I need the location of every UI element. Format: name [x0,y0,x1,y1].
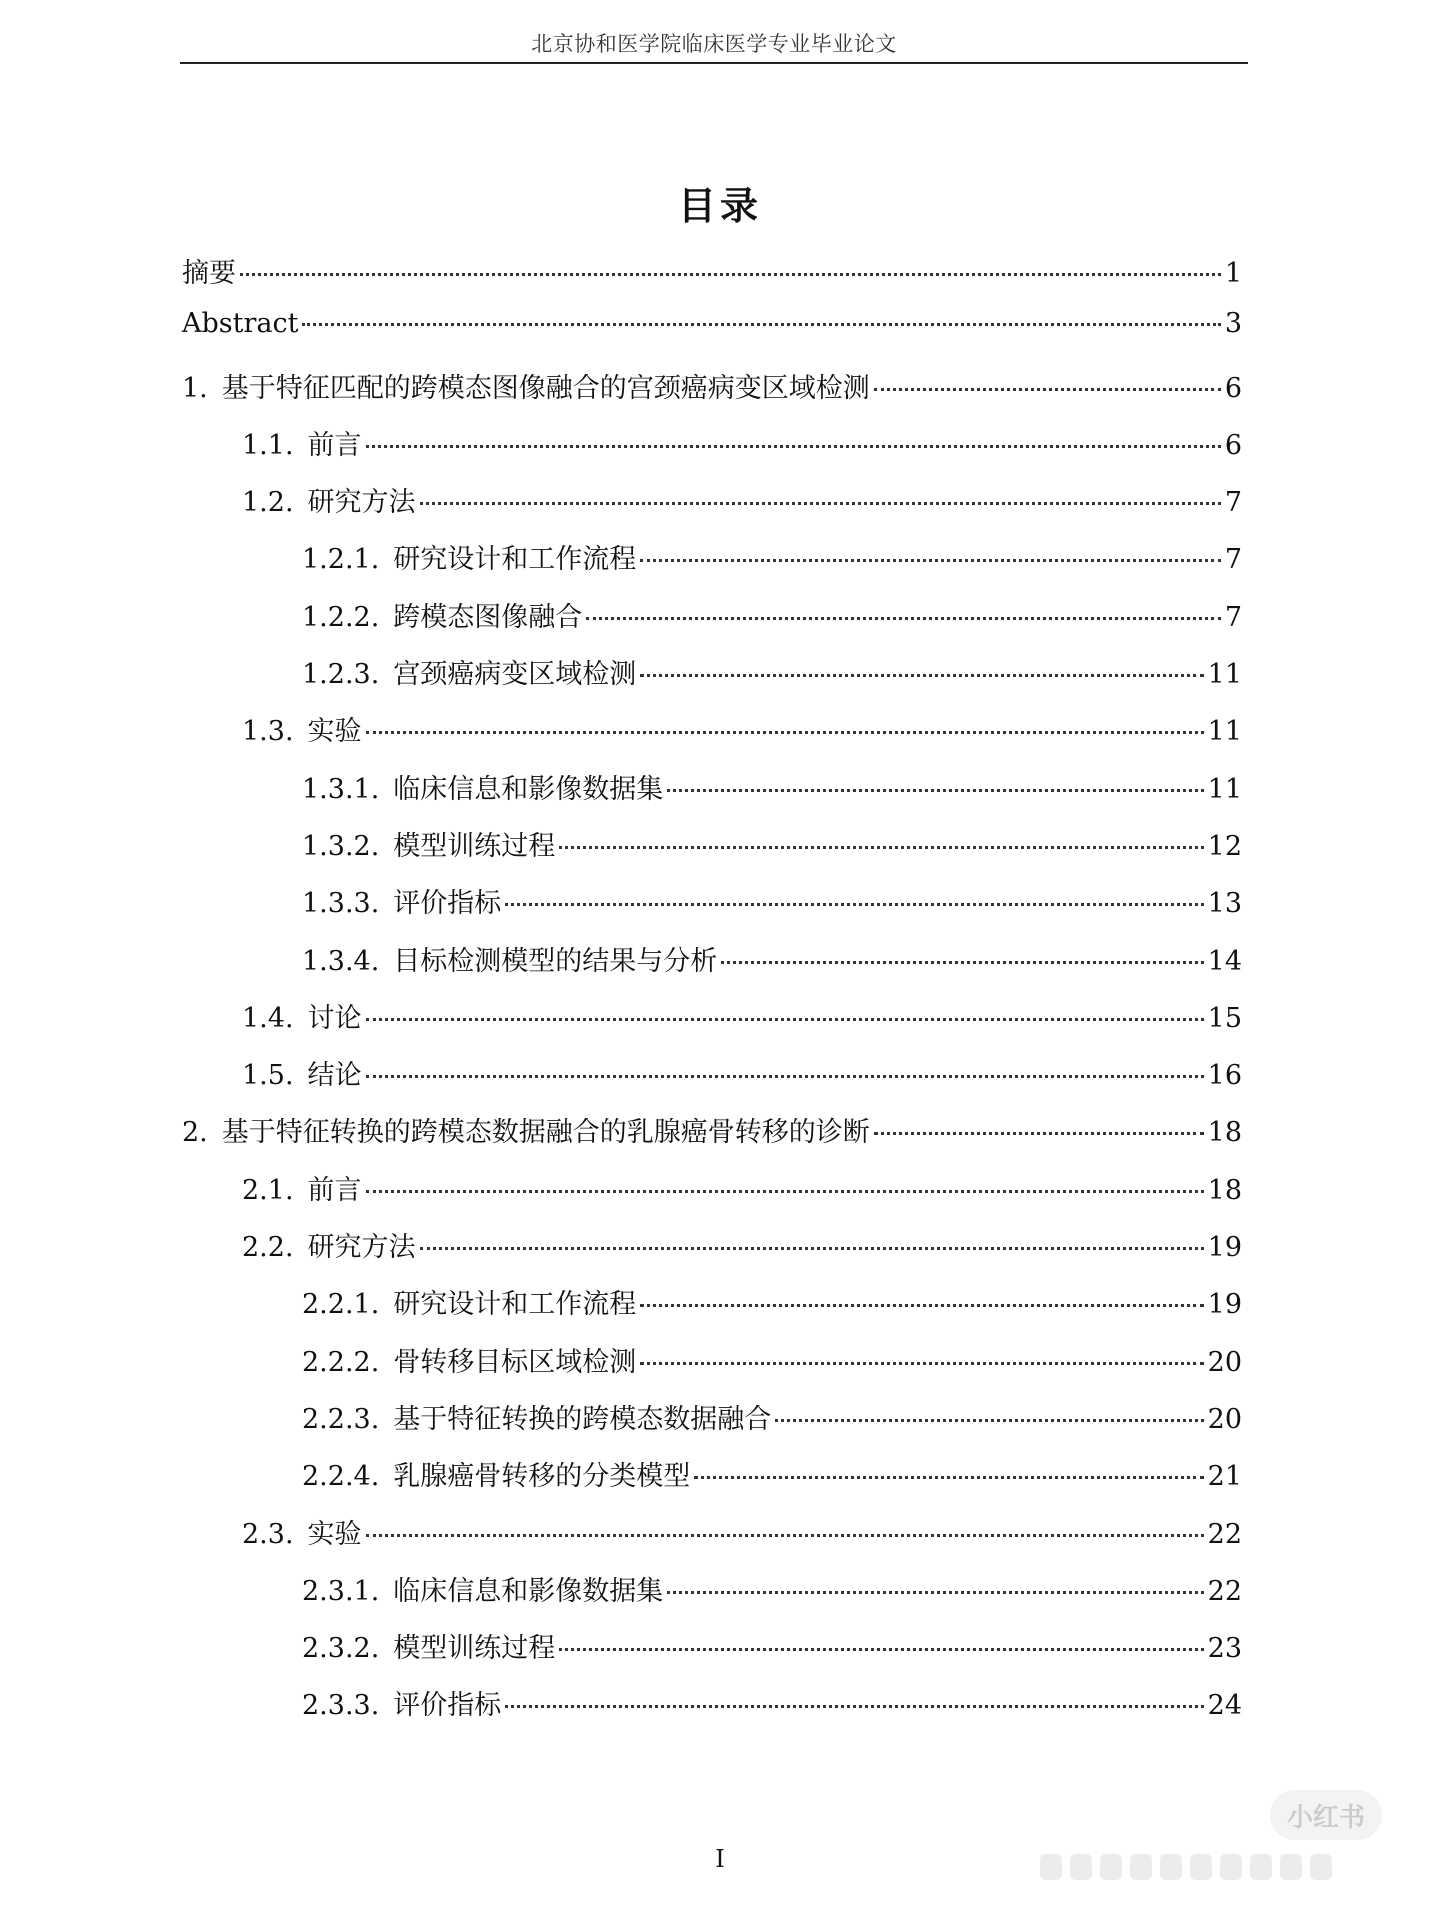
toc-entry-number: 1.3. [242,716,294,748]
toc-entry-number: 2.2.2. [302,1346,380,1378]
page-number: I [715,1845,725,1873]
toc-entry-page: 20 [1207,1346,1242,1378]
toc-entry-page: 7 [1224,487,1242,519]
toc-entry-number: 1.2. [242,487,294,519]
toc-entry-title: 实验 [307,716,362,748]
watermark-logo-text: 小红书 [1286,1802,1365,1833]
toc-dot-leader [420,1247,1204,1250]
toc-entry-number: 2.3.1. [302,1575,380,1607]
toc-entry-page: 16 [1207,1060,1242,1092]
toc-dot-leader [559,846,1203,849]
toc-entry-page: 7 [1224,601,1242,633]
toc-dot-leader [366,1534,1204,1537]
toc-entry[interactable] [182,652,1242,709]
toc-dot-leader [559,1648,1203,1651]
toc-entry-number: 2.3.2. [302,1633,380,1665]
toc-entry-title: 宫颈癌病变区域检测 [393,659,637,691]
toc-dot-leader [505,903,1203,906]
toc-entry-page: 18 [1207,1117,1242,1149]
toc-dot-leader [586,617,1221,620]
toc-entry-page: 23 [1207,1633,1242,1665]
toc-dot-leader [721,961,1203,964]
toc-entry-number: 2.2.1. [302,1289,380,1321]
toc-entry[interactable] [182,423,1242,480]
toc-entry-number: 1.1. [242,429,294,461]
toc-entry[interactable] [182,480,1242,537]
toc-entry-page: 15 [1207,1002,1242,1034]
toc-entry-number: 1.4. [242,1002,294,1034]
toc-entry[interactable] [182,1168,1242,1225]
toc-entry[interactable] [182,1626,1242,1683]
toc-entry[interactable] [182,595,1242,652]
toc-entry-page: 20 [1207,1403,1242,1435]
toc-entry[interactable] [182,1512,1242,1569]
toc-entry-number: 2.2.3. [302,1403,380,1435]
toc-entry[interactable] [182,1053,1242,1110]
toc-entry[interactable] [182,1340,1242,1397]
toc-entry[interactable] [182,537,1242,594]
toc-entry[interactable] [182,366,1242,423]
toc-entry-number: 2.3. [242,1518,294,1550]
toc-entry-number: 1.3.2. [302,830,380,862]
toc-dot-leader [874,1132,1204,1135]
toc-dot-leader [640,1362,1203,1365]
header-rule [180,62,1248,64]
toc-entry-title: 前言 [307,429,362,461]
toc-entry-page: 6 [1224,429,1242,461]
toc-entry[interactable] [182,1397,1242,1454]
toc-entry-page: 1 [1224,258,1242,289]
toc-dot-leader [240,273,1221,276]
toc-entry-number: 2.1. [242,1174,294,1206]
toc-entry-title: 研究设计和工作流程 [393,544,637,576]
toc-dot-leader [366,1018,1204,1021]
toc-entry-page: 18 [1207,1174,1242,1206]
toc-entry-title: 摘要 [182,258,236,289]
toc-entry-page: 11 [1207,716,1242,748]
toc-entry-page: 3 [1224,308,1242,340]
toc-entry-number: 1.2.2. [302,601,380,633]
toc-dot-leader [366,445,1221,448]
toc-entry-title: 实验 [307,1518,362,1550]
toc-entry-number: 2.2.4. [302,1461,380,1493]
toc-dot-leader [667,1591,1203,1594]
toc-entry[interactable] [182,939,1242,996]
toc-entry-title: 模型训练过程 [393,830,556,862]
toc-entry[interactable] [182,709,1242,766]
toc-dot-leader [694,1476,1203,1479]
toc-entry-page: 21 [1207,1461,1242,1493]
toc-entry-title: 临床信息和影像数据集 [393,773,664,805]
toc-entry-page: 19 [1207,1289,1242,1321]
toc-dot-leader [667,789,1203,792]
toc-entry-number: 2.2. [242,1232,294,1264]
toc-entry-title: 研究设计和工作流程 [393,1289,637,1321]
toc-entry-page: 24 [1207,1690,1242,1722]
toc-entry-title: 结论 [307,1060,362,1092]
toc-entry-page: 6 [1224,372,1242,404]
toc-entry-title: 基于特征匹配的跨模态图像融合的宫颈癌病变区域检测 [221,372,870,404]
toc-entry-title: 研究方法 [307,487,416,519]
toc-entry[interactable] [182,824,1242,881]
toc-entry-title: 临床信息和影像数据集 [393,1575,664,1607]
toc-entry[interactable] [182,767,1242,824]
toc-entry-number: 1.3.4. [302,945,380,977]
toc-entry-number: 1.5. [242,1060,294,1092]
toc-dot-leader [640,559,1221,562]
toc-entry-title: 前言 [307,1174,362,1206]
toc-entry[interactable] [182,1683,1242,1740]
toc-entry-title: 研究方法 [307,1232,416,1264]
toc-entry-title: 骨转移目标区域检测 [393,1346,637,1378]
toc-dot-leader [366,1190,1204,1193]
toc-entry[interactable] [182,1454,1242,1511]
toc-entry-title: 乳腺癌骨转移的分类模型 [393,1461,691,1493]
toc-entry-number: 1. [182,372,208,404]
toc-dot-leader [775,1419,1203,1422]
toc-dot-leader [302,323,1220,326]
toc-dot-leader [366,1075,1204,1078]
toc-entry-page: 7 [1224,544,1242,576]
toc-dot-leader [640,674,1203,677]
toc-entry-title: 讨论 [307,1002,362,1034]
toc-entry[interactable] [182,1110,1242,1167]
watermark-username-blur [1040,1852,1400,1882]
toc-dot-leader [505,1705,1203,1708]
toc-entry-number: 1.2.3. [302,659,380,691]
toc-entry-page: 22 [1207,1575,1242,1607]
toc-entry-number: 1.3.1. [302,773,380,805]
toc-entry-page: 13 [1207,888,1242,920]
toc-entry-title: 基于特征转换的跨模态数据融合 [393,1403,772,1435]
toc-entry-title: 目标检测模型的结果与分析 [393,945,718,977]
toc-entry-page: 19 [1207,1232,1242,1264]
toc-entry-title: 模型训练过程 [393,1633,556,1665]
toc-entry[interactable] [182,1225,1242,1282]
toc-title: 目录 [677,183,762,228]
toc-entry[interactable] [182,996,1242,1053]
toc-entry-number: 1.2.1. [302,544,380,576]
toc-entry[interactable] [182,1569,1242,1626]
toc-entry-title: 评价指标 [393,888,502,920]
toc-entry-page: 12 [1207,830,1242,862]
table-of-contents [182,251,1242,1741]
toc-entry-title: Abstract [182,308,299,340]
xiaohongshu-watermark-logo [1270,1790,1382,1840]
toc-entry-number: 1.3.3. [302,888,380,920]
toc-entry-title: 基于特征转换的跨模态数据融合的乳腺癌骨转移的诊断 [221,1117,870,1149]
toc-entry-page: 11 [1207,773,1242,805]
toc-dot-leader [420,502,1221,505]
toc-dot-leader [366,731,1204,734]
running-header: 北京协和医学院临床医学专业毕业论文 [531,32,897,56]
toc-entry-number: 2.3.3. [302,1690,380,1722]
toc-entry-page: 11 [1207,659,1242,691]
toc-entry-page: 22 [1207,1518,1242,1550]
toc-entry-title: 评价指标 [393,1690,502,1722]
toc-entry[interactable] [182,1282,1242,1339]
toc-dot-leader [874,388,1221,391]
toc-entry-page: 14 [1207,945,1242,977]
toc-dot-leader [640,1304,1203,1307]
toc-entry[interactable] [182,308,1242,365]
toc-entry[interactable] [182,881,1242,938]
toc-entry-number: 2. [182,1117,208,1149]
toc-entry-title: 跨模态图像融合 [393,601,583,633]
toc-entry[interactable] [182,251,1242,308]
